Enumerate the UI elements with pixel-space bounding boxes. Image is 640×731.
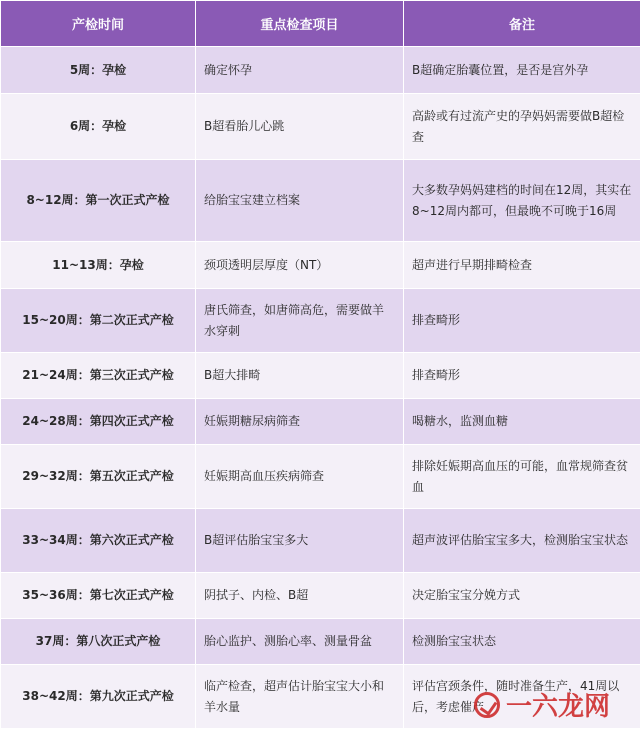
cell-time: 21~24周：第三次正式产检 <box>1 353 196 399</box>
cell-time: 33~34周：第六次正式产检 <box>1 509 196 573</box>
cell-note: 超声波评估胎宝宝多大，检测胎宝宝状态 <box>404 509 640 573</box>
table-row <box>1 509 640 573</box>
cell-time: 6周：孕检 <box>1 94 196 160</box>
cell-note: 超声进行早期排畸检查 <box>404 242 640 289</box>
cell-note: 排查畸形 <box>404 353 640 399</box>
cell-item: 阴拭子、内检、B超 <box>196 573 404 619</box>
cell-item: 唐氏筛查，如唐筛高危，需要做羊水穿刺 <box>196 289 404 353</box>
cell-time: 29~32周：第五次正式产检 <box>1 445 196 509</box>
cell-note: 检测胎宝宝状态 <box>404 619 640 665</box>
cell-time: 15~20周：第二次正式产检 <box>1 289 196 353</box>
watermark-text: 一六龙网 <box>505 692 610 722</box>
cell-item: 妊娠期高血压疾病筛查 <box>196 445 404 509</box>
cell-item: B超大排畸 <box>196 353 404 399</box>
cell-item: 妊娠期糖尿病筛查 <box>196 399 404 445</box>
cell-time: 11~13周：孕检 <box>1 242 196 289</box>
cell-note: 排除妊娠期高血压的可能，血常规筛查贫血 <box>404 445 640 509</box>
cell-time: 8~12周：第一次正式产检 <box>1 160 196 242</box>
header-note: 备注 <box>404 1 640 47</box>
cell-note: 喝糖水，监测血糖 <box>404 399 640 445</box>
cell-item: 确定怀孕 <box>196 47 404 94</box>
table-row <box>1 619 640 665</box>
cell-note: 决定胎宝宝分娩方式 <box>404 573 640 619</box>
table-row <box>1 445 640 509</box>
cell-item: B超评估胎宝宝多大 <box>196 509 404 573</box>
table-row <box>1 289 640 353</box>
cell-item: 临产检查，超声估计胎宝宝大小和羊水量 <box>196 665 404 729</box>
header-item: 重点检查项目 <box>196 1 404 47</box>
cell-time: 24~28周：第四次正式产检 <box>1 399 196 445</box>
cell-item: 颈项透明层厚度（NT） <box>196 242 404 289</box>
cell-note: 排查畸形 <box>404 289 640 353</box>
cell-note: 高龄或有过流产史的孕妈妈需要做B超检查 <box>404 94 640 160</box>
table-row <box>1 353 640 399</box>
table-row <box>1 399 640 445</box>
header-time: 产检时间 <box>1 1 196 47</box>
table-row <box>1 47 640 94</box>
cell-note: B超确定胎囊位置，是否是宫外孕 <box>404 47 640 94</box>
table-row <box>1 573 640 619</box>
table-header-row <box>1 1 640 47</box>
cell-note: 大多数孕妈妈建档的时间在12周，其实在8~12周内都可，但最晚不可晚于16周 <box>404 160 640 242</box>
table-row <box>1 160 640 242</box>
watermark <box>474 686 610 723</box>
cell-note: 评估宫颈条件，随时准备生产，41周以后，考虑催产 <box>404 665 640 729</box>
cell-item: B超看胎儿心跳 <box>196 94 404 160</box>
checkmark-logo-icon <box>474 692 500 718</box>
cell-item: 给胎宝宝建立档案 <box>196 160 404 242</box>
cell-time: 35~36周：第七次正式产检 <box>1 573 196 619</box>
cell-time: 37周：第八次正式产检 <box>1 619 196 665</box>
cell-time: 5周：孕检 <box>1 47 196 94</box>
cell-time: 38~42周：第九次正式产检 <box>1 665 196 729</box>
cell-item: 胎心监护、测胎心率、测量骨盆 <box>196 619 404 665</box>
table-row <box>1 94 640 160</box>
table-row <box>1 242 640 289</box>
